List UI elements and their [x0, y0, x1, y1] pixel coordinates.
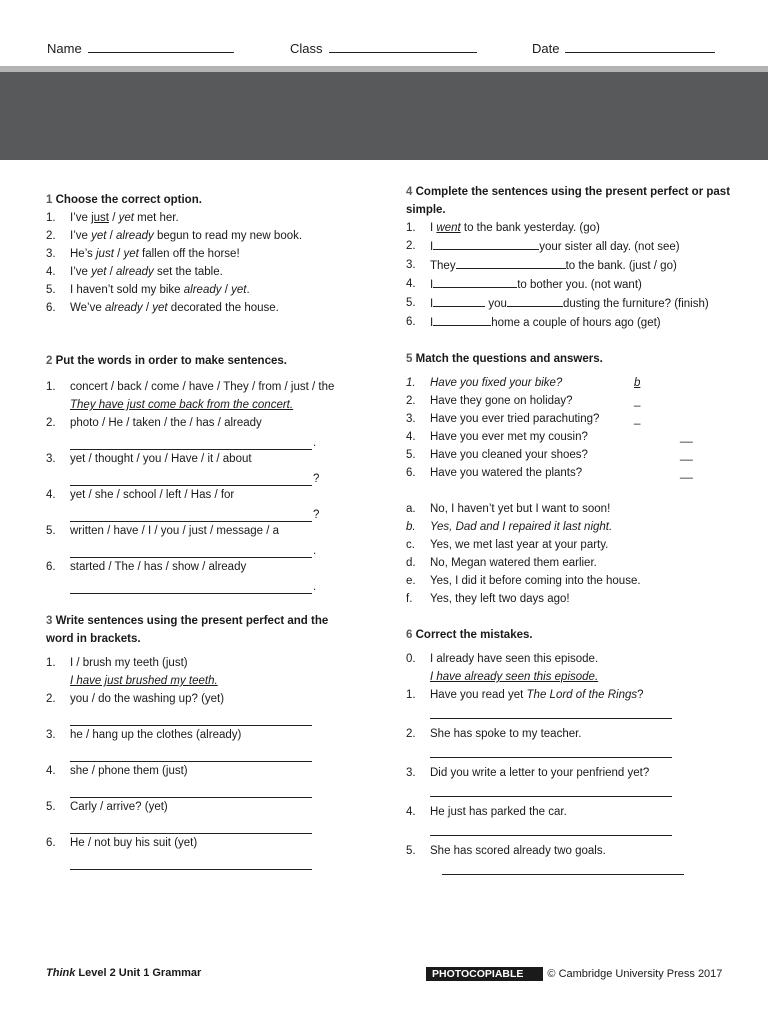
- item-text: [430, 764, 736, 782]
- line-punctuation: ?: [313, 509, 320, 521]
- section-number: 6: [406, 629, 413, 641]
- text-fragment: I: [430, 241, 434, 253]
- text-fragment: just: [91, 212, 109, 224]
- copyright-text: © Cambridge University Press 2017: [547, 968, 723, 980]
- answer-line: [430, 743, 672, 758]
- text-fragment: I: [430, 222, 437, 234]
- answer-text: Yes, we met last year at your party.: [430, 539, 609, 551]
- match-question: [406, 410, 736, 428]
- item-text: [70, 227, 346, 245]
- section-4-title: [406, 183, 736, 219]
- class-line: [329, 40, 477, 53]
- item-number: 4.: [46, 489, 56, 501]
- question-item: [46, 209, 346, 227]
- match-answer: [406, 590, 736, 608]
- section-5-title: [406, 350, 736, 368]
- answer-blank: [456, 256, 566, 269]
- match-question: [406, 392, 736, 410]
- line-punctuation: .: [313, 437, 317, 449]
- question-item: [46, 299, 346, 317]
- section-5-answers: [406, 500, 736, 608]
- item-number: b.: [406, 521, 416, 533]
- question-item: [46, 450, 346, 468]
- item-text: [430, 725, 736, 743]
- text-fragment: yet: [123, 248, 139, 260]
- section-3-title: [46, 612, 346, 648]
- example-answer: I have already seen this episode.: [430, 671, 599, 683]
- left-column: [46, 191, 346, 870]
- answer-line: [70, 435, 312, 450]
- text-fragment: /: [113, 248, 124, 260]
- item-number: 5.: [46, 801, 56, 813]
- question-item: [46, 522, 346, 540]
- question-item: [406, 256, 736, 275]
- photocopiable-badge: PHOTOCOPIABLE: [426, 967, 543, 981]
- item-number: 1.: [46, 212, 56, 224]
- match-question: [406, 374, 736, 392]
- answer-line-row: [46, 504, 346, 522]
- text-fragment: I: [430, 279, 434, 291]
- section-title-text: Complete the sentences using the present perfect or past simple.: [406, 186, 731, 216]
- item-number: 3.: [406, 767, 416, 779]
- section-title-text: Write sentences using the present perfect and the word in brackets.: [46, 615, 329, 645]
- item-number: 2.: [46, 230, 56, 242]
- question-text: Have you fixed your bike?: [430, 377, 563, 389]
- item-number: 6.: [406, 316, 416, 328]
- item-number: 1.: [46, 657, 56, 669]
- footer-book-title: [46, 967, 201, 979]
- question-item: [406, 237, 736, 256]
- item-number: 4.: [406, 806, 416, 818]
- question-item: [46, 654, 346, 672]
- item-number: c.: [406, 539, 415, 551]
- item-text: written / have / I / you / just / message / a: [70, 525, 280, 537]
- date-field: [532, 40, 715, 56]
- text-fragment: set the table.: [153, 266, 223, 278]
- text-fragment: I’ve: [70, 266, 92, 278]
- line-punctuation: .: [313, 545, 317, 557]
- name-line: [88, 40, 234, 53]
- section-title-text: Correct the mistakes.: [415, 629, 533, 641]
- answer-line: [430, 704, 672, 719]
- item-number: 6.: [406, 467, 416, 479]
- name-field: [47, 40, 234, 56]
- question-text: Have you ever tried parachuting?: [430, 413, 600, 425]
- item-text: he / hang up the clothes (already): [70, 729, 242, 741]
- question-item: [46, 834, 346, 852]
- item-text: [70, 209, 346, 227]
- question-item: [46, 762, 346, 780]
- section-2-list: [46, 378, 346, 594]
- example-item: [406, 650, 736, 668]
- answer-slot: _: [634, 413, 641, 425]
- question-item: [46, 690, 346, 708]
- answer-line: [70, 819, 312, 834]
- question-item: [46, 414, 346, 432]
- item-number: 3.: [46, 453, 56, 465]
- class-label: Class: [290, 41, 323, 56]
- text-fragment: already: [104, 302, 143, 314]
- item-number: 1.: [406, 377, 416, 389]
- text-fragment: yet: [152, 302, 168, 314]
- item-number: 6.: [46, 561, 56, 573]
- text-fragment: you: [485, 298, 507, 310]
- answer-text: No, I haven’t yet but I want to soon!: [430, 503, 611, 515]
- item-text: I already have seen this episode.: [430, 653, 599, 665]
- question-item: [406, 294, 736, 313]
- answer-slot: __: [680, 467, 693, 479]
- answer-blank: [433, 237, 539, 250]
- answer-line-row: [46, 468, 346, 486]
- answer-blank: [507, 294, 563, 307]
- text-fragment: decorated the house.: [167, 302, 279, 314]
- answer-text: Yes, Dad and I repaired it last night.: [430, 521, 613, 533]
- answer-slot: _: [634, 395, 641, 407]
- question-item: [46, 726, 346, 744]
- question-item: [46, 227, 346, 245]
- item-text: [70, 263, 346, 281]
- item-number: 2.: [46, 693, 56, 705]
- item-text: [430, 294, 736, 313]
- section-1-title: [46, 191, 346, 209]
- text-fragment: /: [142, 302, 153, 314]
- text-fragment: fallen off the horse!: [138, 248, 240, 260]
- item-text: she / phone them (just): [70, 765, 188, 777]
- text-fragment: home a couple of hours ago (get): [491, 317, 661, 329]
- question-item: [46, 245, 346, 263]
- text-fragment: I’ve: [70, 230, 92, 242]
- date-line: [565, 40, 715, 53]
- item-number: 4.: [46, 266, 56, 278]
- item-text: [430, 313, 736, 332]
- match-question: [406, 446, 736, 464]
- item-text: [430, 842, 736, 860]
- section-number: 1: [46, 194, 53, 206]
- section-2-title: [46, 352, 346, 370]
- date-label: Date: [532, 41, 560, 56]
- text-fragment: yet: [91, 266, 107, 278]
- text-fragment: begun to read my new book.: [153, 230, 303, 242]
- question-item: [46, 263, 346, 281]
- answer-line-row: [46, 432, 346, 450]
- section-4: [406, 183, 736, 332]
- question-item: [46, 798, 346, 816]
- answer-slot: __: [680, 431, 693, 443]
- text-fragment: met her.: [133, 212, 179, 224]
- item-text: yet / she / school / left / Has / for: [70, 489, 235, 501]
- item-text: you / do the washing up? (yet): [70, 693, 225, 705]
- answer-text: No, Megan watered them earlier.: [430, 557, 597, 569]
- text-fragment: /: [109, 212, 119, 224]
- text-fragment: They: [430, 260, 456, 272]
- answer-line-row: [46, 576, 346, 594]
- text-fragment: .: [246, 284, 250, 296]
- section-number: 4: [406, 186, 413, 198]
- item-number: 6.: [46, 837, 56, 849]
- item-number: 5.: [406, 449, 416, 461]
- answer-text: Yes, I did it before coming into the house.: [430, 575, 641, 587]
- answer-slot: b: [634, 377, 641, 389]
- item-number: 5.: [46, 284, 56, 296]
- section-title-text: Match the questions and answers.: [415, 353, 603, 365]
- text-fragment: She has spoke to my teacher.: [430, 728, 582, 740]
- match-answer: [406, 572, 736, 590]
- text-fragment: He just has parked the car.: [430, 806, 567, 818]
- question-text: Have you ever met my cousin?: [430, 431, 588, 443]
- item-number: a.: [406, 503, 416, 515]
- item-text: started / The / has / show / already: [70, 561, 247, 573]
- answer-line: [442, 860, 684, 875]
- section-2: [46, 352, 346, 594]
- text-fragment: to the bank yesterday. (go): [460, 222, 600, 234]
- match-question: [406, 464, 736, 482]
- question-item: [46, 486, 346, 504]
- answer-line-row: [46, 708, 346, 726]
- section-5-questions: [406, 374, 736, 482]
- item-number: 2.: [406, 240, 416, 252]
- answer-line: [430, 782, 672, 797]
- text-fragment: dusting the furniture? (finish): [562, 298, 709, 310]
- section-4-list: [406, 219, 736, 332]
- section-number: 3: [46, 615, 53, 627]
- text-fragment: I haven’t sold my bike: [70, 284, 184, 296]
- question-item: [406, 725, 736, 743]
- section-1-list: [46, 209, 346, 317]
- item-number: 4.: [406, 431, 416, 443]
- item-number: 2.: [406, 395, 416, 407]
- text-fragment: your sister all day. (not see): [539, 241, 680, 253]
- book-level: Level 2 Unit 1 Grammar: [75, 967, 202, 979]
- text-fragment: just: [96, 248, 114, 260]
- answer-slot: __: [680, 449, 693, 461]
- text-fragment: I’ve: [70, 212, 92, 224]
- section-title-text: Choose the correct option.: [55, 194, 202, 206]
- item-text: [70, 299, 346, 317]
- item-number: 0.: [406, 653, 416, 665]
- answer-blank: [433, 313, 491, 326]
- book-name: Think: [46, 967, 76, 979]
- class-field: [290, 40, 477, 56]
- question-item: [406, 803, 736, 821]
- text-fragment: ?: [637, 689, 644, 701]
- item-text: Carly / arrive? (yet): [70, 801, 168, 813]
- section-3-list: [46, 654, 346, 870]
- text-fragment: already: [116, 230, 154, 242]
- question-item: [46, 378, 346, 396]
- item-number: 2.: [406, 728, 416, 740]
- item-text: [70, 245, 346, 263]
- item-number: 5.: [46, 525, 56, 537]
- text-fragment: Did you write a letter to your penfriend yet?: [430, 767, 650, 779]
- item-text: [430, 275, 736, 294]
- question-item: [46, 558, 346, 576]
- text-fragment: already: [116, 266, 154, 278]
- text-fragment: /: [106, 230, 117, 242]
- item-number: 3.: [406, 259, 416, 271]
- answer-line: [430, 821, 672, 836]
- item-number: 3.: [46, 248, 56, 260]
- answer-line: [70, 711, 312, 726]
- question-text: Have you cleaned your shoes?: [430, 449, 588, 461]
- answer-line: [70, 507, 312, 522]
- section-title-text: Put the words in order to make sentences.: [55, 355, 287, 367]
- answer-blank: [433, 275, 517, 288]
- section-number: 2: [46, 355, 53, 367]
- text-fragment: to bother you. (not want): [517, 279, 642, 291]
- item-number: 4.: [46, 765, 56, 777]
- answer-line-row: [46, 852, 346, 870]
- item-number: 6.: [46, 302, 56, 314]
- item-text: [70, 281, 346, 299]
- answer-line: [70, 543, 312, 558]
- text-fragment: to the bank. (just / go): [565, 260, 677, 272]
- section-6-list: [406, 686, 736, 875]
- answer-line-row: [46, 540, 346, 558]
- item-text: concert / back / come / have / They / from / just / the: [70, 381, 335, 393]
- text-fragment: Have you read yet: [430, 689, 527, 701]
- item-text: He / not buy his suit (yet): [70, 837, 198, 849]
- item-number: 3.: [406, 413, 416, 425]
- question-item: [46, 281, 346, 299]
- name-label: Name: [47, 41, 82, 56]
- question-text: Have you watered the plants?: [430, 467, 583, 479]
- section-5: [406, 350, 736, 608]
- question-item: [406, 764, 736, 782]
- text-fragment: She has scored already two goals.: [430, 845, 606, 857]
- section-6-title: [406, 626, 736, 644]
- section-3: [46, 612, 346, 870]
- item-text: photo / He / taken / the / has / already: [70, 417, 262, 429]
- question-item: [406, 686, 736, 704]
- answer-line: [70, 783, 312, 798]
- answer-line-row: [46, 780, 346, 798]
- item-number: f.: [406, 593, 413, 605]
- text-fragment: already: [183, 284, 222, 296]
- header-band-dark: [0, 72, 768, 160]
- item-text: I / brush my teeth (just): [70, 657, 188, 669]
- answer-line-row: [46, 816, 346, 834]
- text-fragment: yet: [91, 230, 107, 242]
- section-1: [46, 191, 346, 317]
- example-answer: I have just brushed my teeth.: [70, 675, 218, 687]
- item-number: 1.: [406, 222, 416, 234]
- item-number: 1.: [46, 381, 56, 393]
- item-number: e.: [406, 575, 416, 587]
- text-fragment: I: [430, 317, 434, 329]
- example-answer: They have just come back from the concert.: [70, 399, 294, 411]
- answer-line-row: [46, 744, 346, 762]
- text-fragment: went: [436, 222, 461, 234]
- answer-line: [70, 855, 312, 870]
- item-text: yet / thought / you / Have / it / about: [70, 453, 252, 465]
- match-question: [406, 428, 736, 446]
- match-answer: [406, 518, 736, 536]
- text-fragment: yet: [118, 212, 134, 224]
- question-text: Have they gone on holiday?: [430, 395, 573, 407]
- item-text: [430, 686, 736, 704]
- item-number: 4.: [406, 278, 416, 290]
- right-column: [406, 183, 736, 881]
- item-text: [430, 803, 736, 821]
- match-answer: [406, 554, 736, 572]
- line-punctuation: .: [313, 581, 317, 593]
- item-number: 2.: [46, 417, 56, 429]
- footer-copyright: [426, 967, 722, 981]
- item-text: [430, 219, 736, 237]
- item-number: 1.: [406, 689, 416, 701]
- match-answer: [406, 500, 736, 518]
- question-item: [406, 842, 736, 860]
- text-fragment: /: [106, 266, 117, 278]
- match-answer: [406, 536, 736, 554]
- text-fragment: yet: [231, 284, 247, 296]
- answer-line: [70, 747, 312, 762]
- text-fragment: I: [430, 298, 434, 310]
- question-item: [406, 219, 736, 237]
- section-number: 5: [406, 353, 413, 365]
- answer-line: [70, 471, 312, 486]
- item-text: [430, 237, 736, 256]
- text-fragment: We’ve: [70, 302, 105, 314]
- question-item: [406, 275, 736, 294]
- item-number: d.: [406, 557, 416, 569]
- answer-text: Yes, they left two days ago!: [430, 593, 570, 605]
- item-number: 3.: [46, 729, 56, 741]
- item-number: 5.: [406, 297, 416, 309]
- item-text: [430, 256, 736, 275]
- question-item: [406, 313, 736, 332]
- text-fragment: /: [221, 284, 232, 296]
- line-punctuation: ?: [313, 473, 320, 485]
- item-number: 5.: [406, 845, 416, 857]
- book-title: The Lord of the Rings: [526, 689, 638, 701]
- answer-line: [70, 579, 312, 594]
- text-fragment: He’s: [70, 248, 96, 260]
- section-6: [406, 626, 736, 875]
- answer-blank: [433, 294, 485, 307]
